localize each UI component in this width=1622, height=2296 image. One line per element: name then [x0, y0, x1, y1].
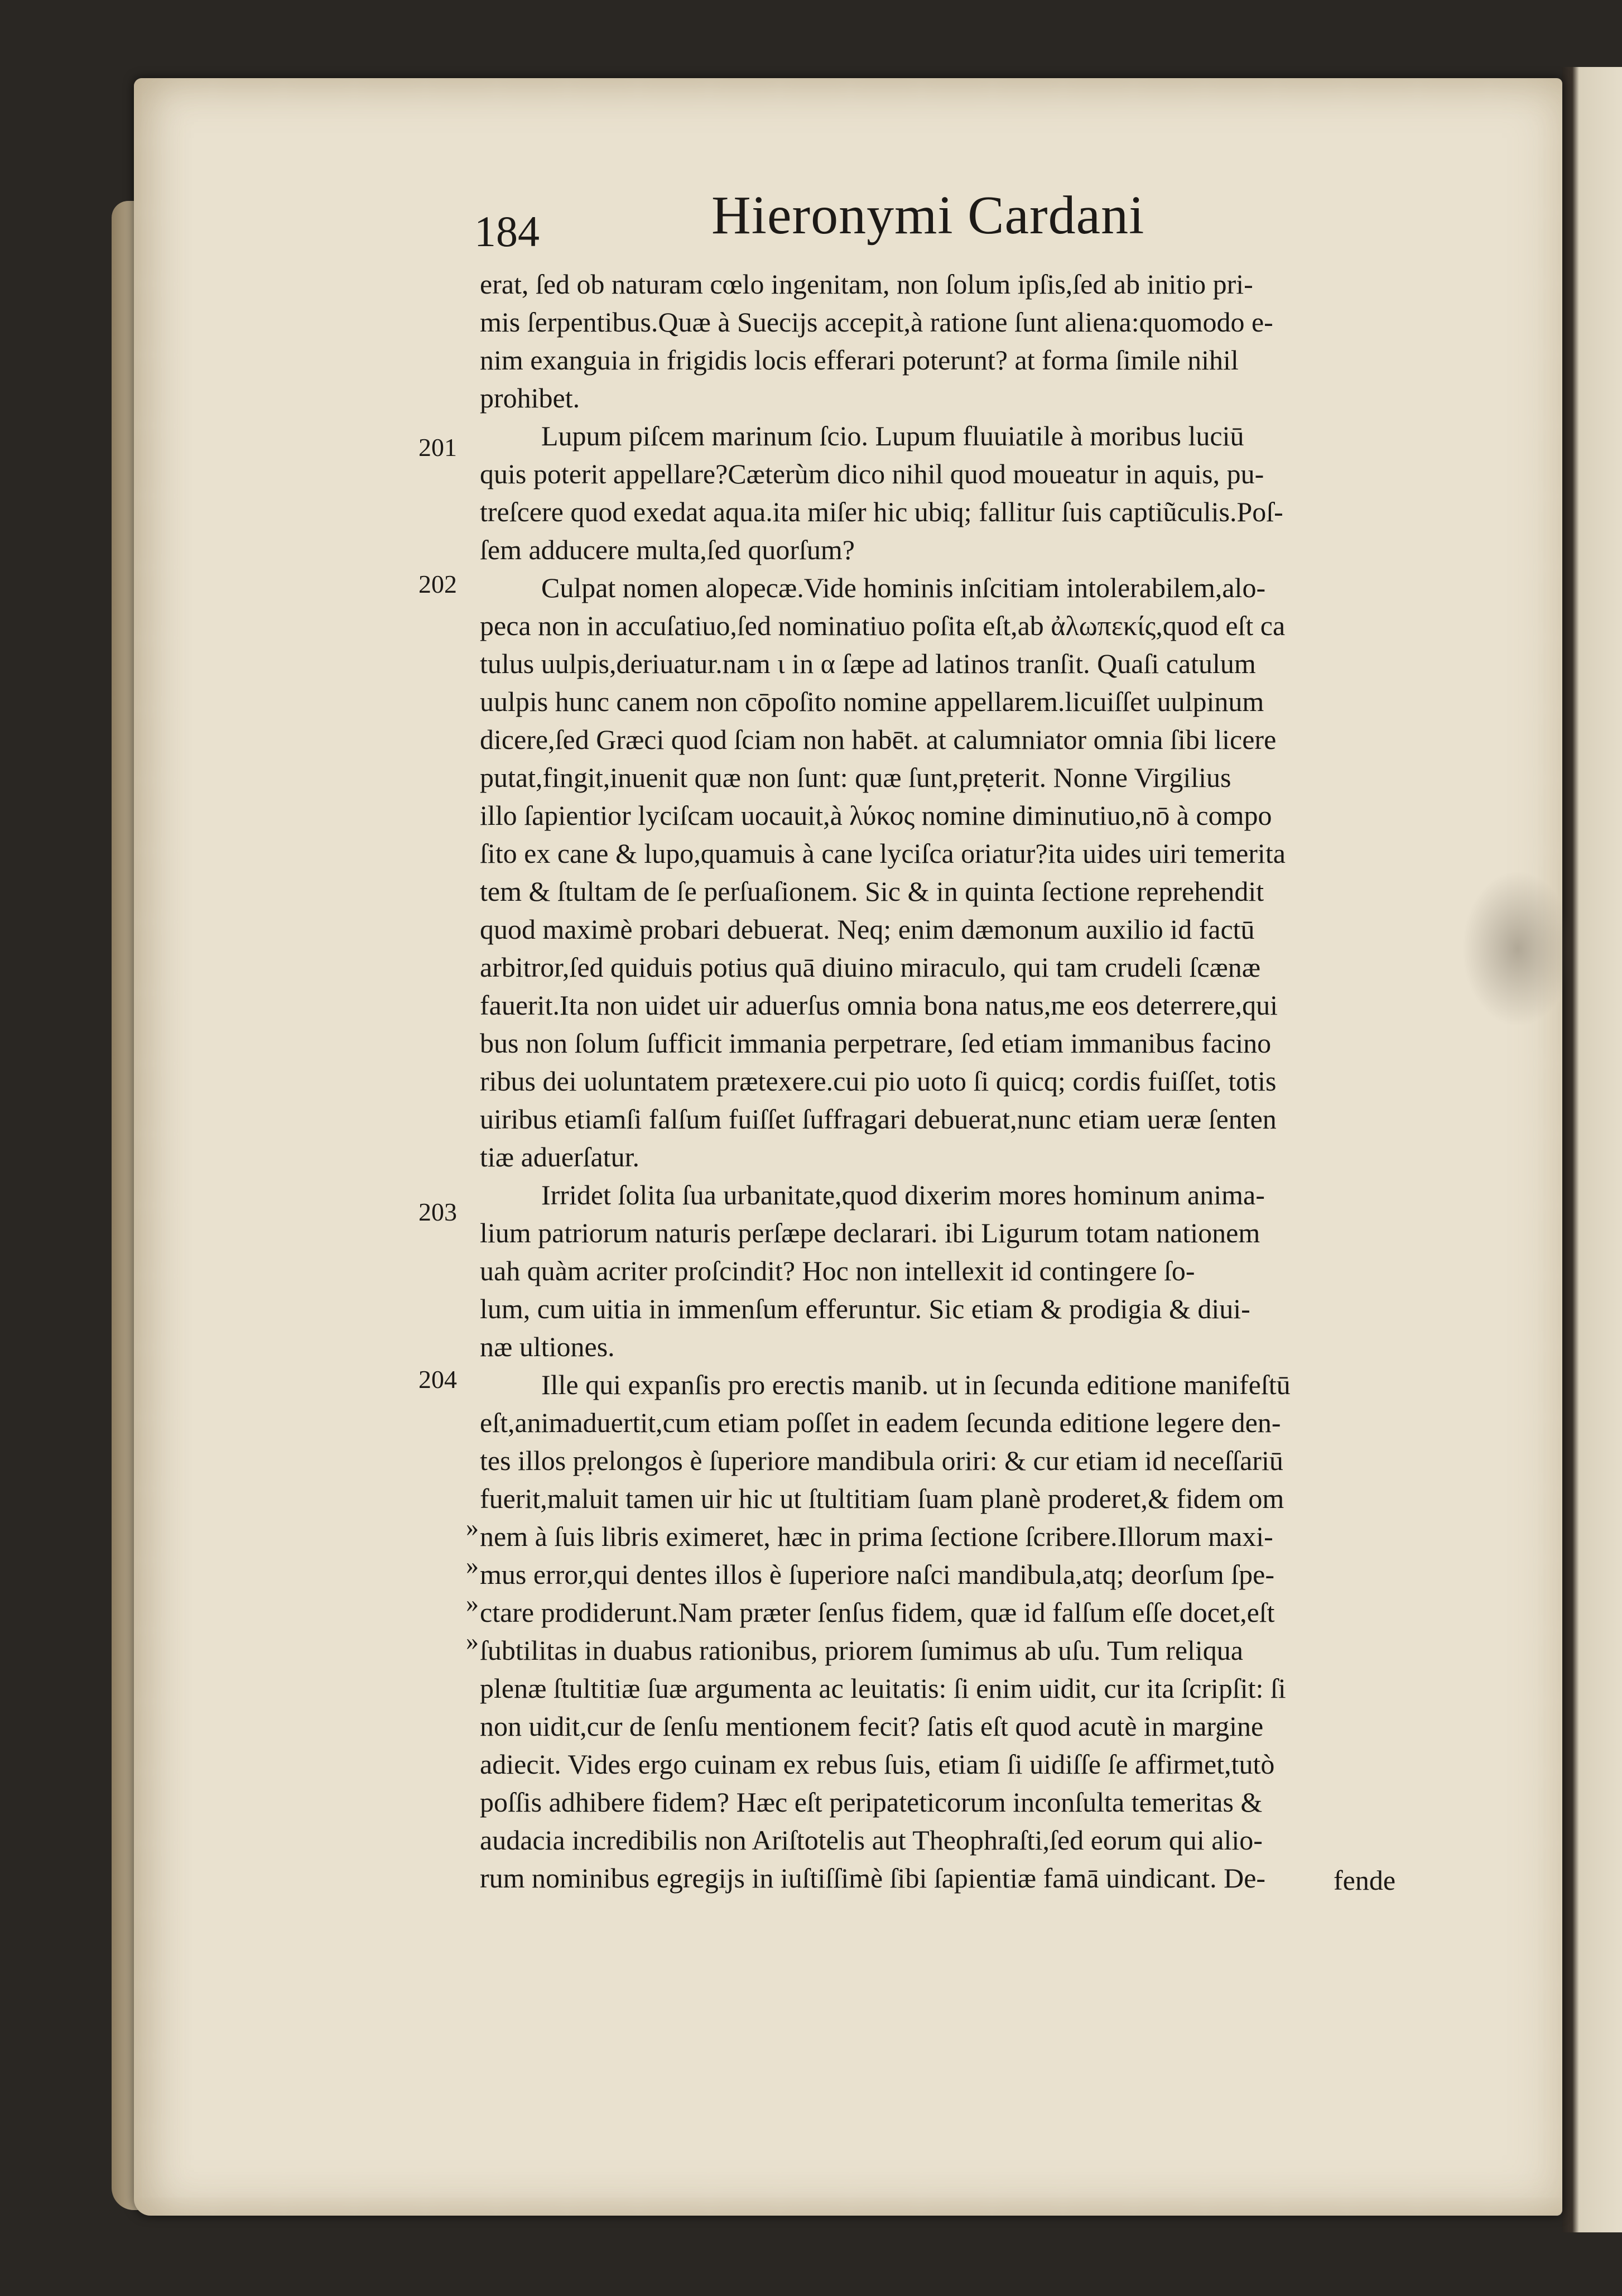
text-line: ribus dei uoluntatem prætexere.cui pio uoto ſi quicq; cordis fuiſſet, totis: [480, 1065, 1277, 1097]
text-line: illo ſapientior lyciſcam uocauit,à λύκος nomine diminutiuo,nō à compo: [480, 800, 1272, 831]
text-line: lum, cum uitia in immenſum efferuntur. Sic etiam & prodigia & diui-: [480, 1293, 1250, 1324]
text-line: audacia incredibilis non Ariſtotelis aut Theophraſti,ſed eorum qui alio-: [480, 1824, 1263, 1856]
text-line: eſt,animaduertit,cum etiam poſſet in eadem ſecunda editione legere den-: [480, 1407, 1281, 1438]
text-line: ſubtilitas in duabus rationibus, priorem ſumimus ab uſu. Tum reliqua: [480, 1635, 1243, 1666]
text-line: fuerit,maluit tamen uir hic ut ſtultitiam ſuam planè proderet,& fidem om: [480, 1483, 1284, 1514]
text-line: Irridet ſolita ſua urbanitate,quod dixerim mores hominum anima-: [541, 1179, 1265, 1211]
text-line: mis ſerpentibus.Quæ à Suecijs accepit,à ratione ſunt aliena:quomodo e-: [480, 306, 1273, 338]
ink-stain: [1462, 871, 1573, 1027]
page-number: 184: [474, 207, 540, 256]
text-line: nem à ſuis libris eximeret, hæc in prima ſectione ſcribere.Illorum maxi-: [480, 1521, 1273, 1552]
text-line: tes illos pṛelongos è ſuperiore mandibula oriri: & cur etiam id neceſſariū: [480, 1445, 1283, 1476]
text-line: treſcere quod exedat aqua.ita miſer hic ubiq; fallitur ſuis captiũculis.Poſ-: [480, 496, 1283, 527]
text-line: uah quàm acriter proſcindit? Hoc non intellexit id contingere ſo-: [480, 1255, 1195, 1286]
text-line: ctare prodiderunt.Nam præter ſenſus fidem, quæ id falſum eſſe docet,eſt: [480, 1597, 1275, 1628]
quotation-mark: »: [466, 1513, 479, 1541]
quotation-mark: »: [466, 1589, 479, 1617]
text-line: nim exanguia in frigidis locis efferari poterunt? at forma ſimile nihil: [480, 344, 1239, 376]
facing-page-edge: [1562, 67, 1622, 2232]
text-line: non uidit,cur de ſenſu mentionem fecit? ſatis eſt quod acutè in margine: [480, 1711, 1264, 1742]
text-line: putat,fingit,inuenit quæ non ſunt: quæ ſunt,prẹterit. Nonne Virgilius: [480, 762, 1231, 793]
catchword: fende: [1334, 1865, 1396, 1896]
text-line: næ ultiones.: [480, 1331, 615, 1362]
text-line: Ille qui expanſis pro erectis manib. ut in ſecunda editione manifeſtū: [541, 1369, 1291, 1400]
text-line: fauerit.Ita non uidet uir aduerſus omnia bona natus,me eos deterrere,qui: [480, 990, 1278, 1021]
text-line: dicere,ſed Græci quod ſciam non habēt. at calumniator omnia ſibi licere: [480, 724, 1277, 755]
text-line: peca non in accuſatiuo,ſed nominatiuo poſita eſt,ab ἀλωπεκίς,quod eſt ca: [480, 610, 1286, 641]
text-line: prohibet.: [480, 382, 580, 414]
body-text: [480, 265, 1417, 1897]
quotation-mark: »: [466, 1551, 479, 1579]
text-line: tiæ aduerſatur.: [480, 1141, 640, 1173]
text-line: tulus uulpis,deriuatur.nam ι in α ſæpe ad latinos tranſit. Quaſi catulum: [480, 648, 1256, 679]
margin-number-202: 202: [418, 570, 457, 598]
text-line: Culpat nomen alopecæ.Vide hominis inſcitiam intolerabilem,alo-: [541, 572, 1266, 603]
text-line: mus error,qui dentes illos è ſuperiore naſci mandibula,atq; deorſum ſpe-: [480, 1559, 1274, 1590]
text-line: uiribus etiamſi falſum fuiſſet ſuffragari debuerat,nunc etiam ueræ ſenten: [480, 1103, 1277, 1135]
text-line: adiecit. Vides ergo cuinam ex rebus ſuis, etiam ſi uidiſſe ſe affirmet,tutò: [480, 1749, 1275, 1780]
text-line: arbitror,ſed quiduis potius quā diuino miraculo, qui tam crudeli ſcænæ: [480, 952, 1261, 983]
running-head: Hieronymi Cardani: [711, 185, 1145, 246]
text-line: tem & ſtultam de ſe perſuaſionem. Sic & in quinta ſectione reprehendit: [480, 876, 1264, 907]
text-line: lium patriorum naturis perſæpe declarari. ibi Ligurum totam nationem: [480, 1217, 1260, 1248]
text-line: quod maximè probari debuerat. Neq; enim dæmonum auxilio id factū: [480, 914, 1255, 945]
text-line: uulpis hunc canem non cōpoſito nomine appellarem.licuiſſet uulpinum: [480, 686, 1264, 717]
text-line: Lupum piſcem marinum ſcio. Lupum fluuiatile à moribus luciū: [541, 420, 1244, 451]
margin-number-203: 203: [418, 1198, 457, 1226]
text-line: plenæ ſtultitiæ ſuæ argumenta ac leuitatis: ſi enim uidit, cur ita ſcripſit: ſi: [480, 1673, 1286, 1704]
margin-number-201: 201: [418, 433, 457, 462]
text-line: rum nominibus egregijs in iuſtiſſimè ſibi ſapientiæ famā uindicant. De-: [480, 1862, 1266, 1894]
text-line: erat, ſed ob naturam cœlo ingenitam, non ſolum ipſis,ſed ab initio pri-: [480, 268, 1253, 300]
text-line: ſito ex cane & lupo,quamuis à cane lyciſca oriatur?ita uides uiri temerita: [480, 838, 1286, 869]
text-line: poſſis adhibere fidem? Hæc eſt peripateticorum inconſulta temeritas &: [480, 1786, 1263, 1818]
margin-number-204: 204: [418, 1365, 457, 1394]
text-line: ſem adducere multa,ſed quorſum?: [480, 534, 855, 565]
text-line: quis poterit appellare?Cæterùm dico nihil quod moueatur in aquis, pu-: [480, 458, 1264, 489]
quotation-mark: »: [466, 1627, 479, 1655]
text-line: bus non ſolum ſufficit immania perpetrare, ſed etiam immanibus facino: [480, 1027, 1272, 1059]
